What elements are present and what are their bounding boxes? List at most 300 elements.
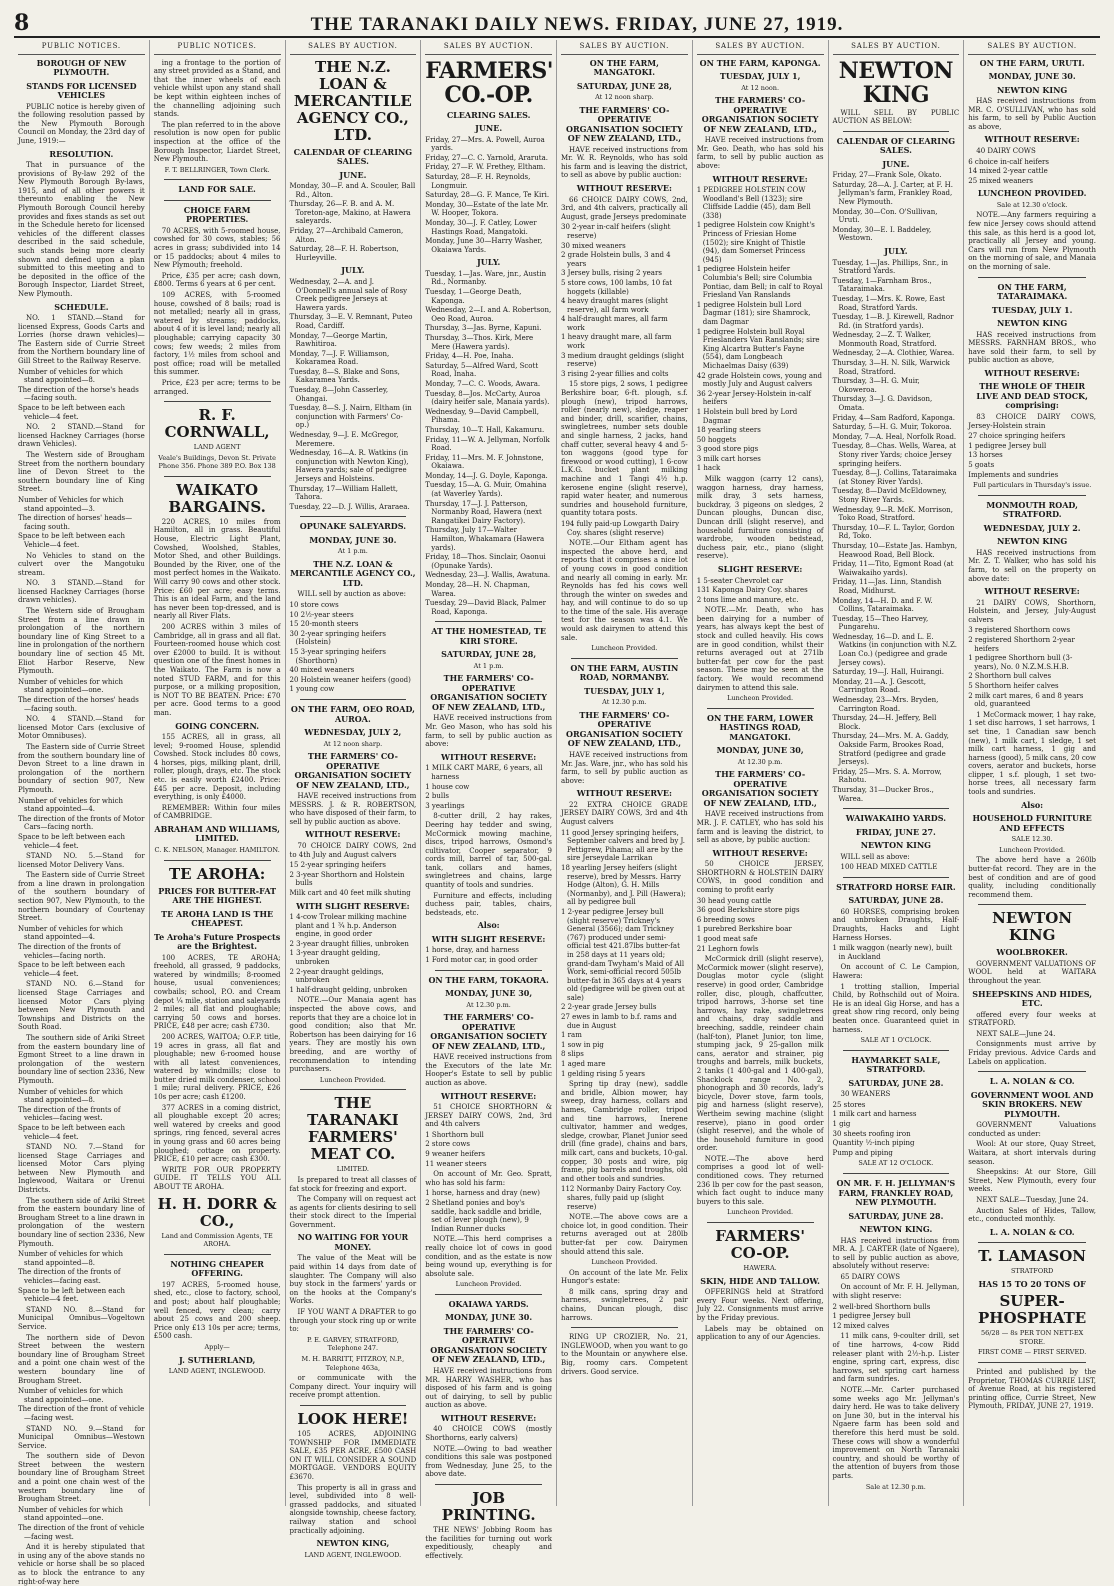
paragraph: HAS received instructions from Mr. Z. T. Walker, who has sold his farm, to sell on the property on above date: xyxy=(968,548,1096,583)
section-heading: WITH SLIGHT RESERVE: xyxy=(296,900,410,911)
section-heading: HAYMARKET SALE, STRATFORD. xyxy=(851,1054,941,1075)
list-item: Tuesday, 1—B. J. Kirewell, Radnor Rd. (in Stratford yards). xyxy=(832,313,954,330)
subline: Luncheon Provided. xyxy=(727,1208,794,1217)
list-item: The direction of horses' heads—facing south. xyxy=(18,514,133,531)
paragraph: Price, £35 per acre; cash down, £800. Terms 6 years at 6 per cent. xyxy=(153,271,281,289)
list-item: Monday, 7—C. C. Woods, Awara. xyxy=(425,379,541,388)
subline: F. T. BELLRINGER, Town Clerk. xyxy=(164,165,270,174)
list-item: 2 store cows xyxy=(425,1140,470,1149)
list-item: Space to be left between each Vehicle—4 feet. xyxy=(18,532,126,549)
list-item: 5 goats xyxy=(968,460,995,469)
paragraph: Wool: At our store, Quay Street, Waitara, at short intervals during season. xyxy=(968,1140,1096,1166)
section-heading: ON THE FARM, TATARAIMAKA. xyxy=(996,281,1068,302)
paragraph: 40 CHOICE COWS (mostly Shorthorns, early calvers) xyxy=(425,1425,552,1443)
paragraph: 50 CHOICE JERSEY, SHORTHORN & HOLSTEIN DAIRY COWS, in good condition and coming to profit early xyxy=(696,860,824,895)
list-item: Tuesday, 29—David Black, Palmer Road, Kaponga. xyxy=(425,599,546,616)
section-heading: SUPER-PHOSPHATE xyxy=(978,1292,1087,1328)
section-heading: THE FARMERS' CO-OPERATIVE ORGANISATION SOCIETY OF NEW ZEALAND, LTD., xyxy=(566,104,683,144)
newspaper-title: THE TARANAKI DAILY NEWS. FRIDAY, JUNE 27, 1919. xyxy=(310,14,844,35)
subline: Luncheon Provided. xyxy=(455,1280,522,1289)
subline: Luncheon Provided. xyxy=(591,1258,658,1267)
paragraph: NOTE.—Any farmers requiring a few nice Jersey cows should attend this sale, as this herd is a good lot, practically all Jersey and young. Cars will run from New Plymouth on the morning of sale, and Manaia on the morning of sale. xyxy=(968,211,1096,271)
section-heading: JUNE. xyxy=(882,158,910,169)
list-item: Wednesday, 2—I. and A. Robertson, Oeo Road, Auroa. xyxy=(425,306,552,323)
section-heading: WITH SLIGHT RESERVE: xyxy=(431,933,546,944)
divider xyxy=(164,179,271,180)
paragraph: NOTE.—The above cows are a choice lot, in good condition. Their returns averaged out at 280lb butter-fat per cow. Dairymen should attend this sale. xyxy=(561,1213,688,1256)
paragraph: 100 ACRES, TE AROHA; freehold, all grassed, 9 paddocks, watered by windmills; 8-roomed house, usual conveniences; cowbails; school, P.O. and Cream depot ¼ mile, station and saleyards 2 miles; all flat and ploughable; carrying 50 cows and horses. PRICE, £48 per acre; cash £730. xyxy=(153,953,281,1031)
list-item: Wednesday, 16—D. and L. E. Watkins (in conjunction with N.Z. Loan Co.) (pedigree and grade Jersey cows). xyxy=(832,632,957,667)
section-heading: CALENDAR OF CLEARING SALES. xyxy=(836,135,956,156)
list-item: 1 MILK CART MARE, 6 years, all harness xyxy=(425,764,543,781)
subline: 56/28 — 8s PER TON NETT-EX STORE. xyxy=(980,1329,1084,1346)
list-item: Friday, 11—Tito, Egmont Road (at Waiwakaiho yards). xyxy=(832,560,954,577)
section-heading: NEWTON KING xyxy=(996,318,1068,329)
paragraph: NO. 3 STAND.—Stand for licensed Hackney Carriages (horse drawn vehicles). xyxy=(18,579,145,605)
paragraph: WRITE FOR OUR PROPERTY GUIDE. IT TELLS YOU ALL ABOUT TE AROHA. xyxy=(153,1165,281,1191)
divider xyxy=(843,808,950,809)
subline: Land and Commission Agents, TE AROHA. xyxy=(161,1231,273,1249)
paragraph: STAND NO. 9.—Stand for Municipal Omnibus—Westown Service. xyxy=(18,1424,145,1450)
list-item: Monday, 30—Con. O'Sullivan, Uruti. xyxy=(832,207,938,225)
list-item: Thursday, 3—H. N. Silk, Warwick Road, Stratford. xyxy=(832,359,950,376)
list-item: Tuesday, 15—A. G. Muir, Omahina (at Waverley Yards). xyxy=(425,481,547,499)
list-item: Thursday, 3—Jas. Byrne, Kapuni. xyxy=(425,324,542,333)
paragraph: PUBLIC notice is hereby given of the following resolution passed by the New Plymouth Borough Council on Monday, the 23rd day of June, 1919:— xyxy=(18,102,145,145)
section-heading: ON THE FARM, OEO ROAD, AUROA. xyxy=(290,704,415,724)
section-heading: R. F. CORNWALL, xyxy=(164,406,270,442)
section-heading: SATURDAY, JUNE 28. xyxy=(848,895,944,906)
divider xyxy=(300,1405,407,1406)
list-item: Friday, 27—Mrs. A. Powell, Auroa yards. xyxy=(425,135,545,153)
list-item: 1 milk waggon (nearly new), built in Auckland xyxy=(832,944,953,961)
section-heading: TUESDAY, JULY 1, xyxy=(584,685,665,696)
list-item: 3 medium draught geldings (slight reserve) xyxy=(561,351,685,369)
list-item: 1 sow in pig xyxy=(561,1040,604,1049)
divider xyxy=(435,970,542,971)
list-item: Wednesday, 2—A. Clothier, Warea. xyxy=(832,349,955,358)
section-heading: NEWTON KING. xyxy=(859,1224,933,1234)
list-item: 25 mixed weaners xyxy=(968,176,1033,185)
paragraph: The Western side of Brougham Street from the northern boundary line of Devon Street to the southern boundary line of King Street. xyxy=(18,450,145,494)
list-item: Thursday, 17—William Hallett, Tahora. xyxy=(289,484,398,502)
section-heading: MONDAY, JUNE 30. xyxy=(988,71,1076,82)
paragraph: offered every four weeks at STRATFORD. xyxy=(968,1010,1096,1028)
paragraph: Printed and published by the Proprietor, THOMAS CURRIE LIST, of Avenue Road, at his registered printing office, Currie Street, New Plymouth, FRIDAY, JUNE 27, 1919. xyxy=(968,1368,1096,1411)
section-heading: THE FARMERS' CO-OPERATIVE ORGANISATION SOCIETY OF NEW ZEALAND, LTD., xyxy=(430,1325,547,1365)
list-item: Thursday, 24—Mrs. M. A. Gaddy, Oakside Farm, Brookes Road, Stratford (pedigree and grade Jerseys). xyxy=(832,732,949,767)
paragraph: The Eastern side of Currie Street from a line drawn in prolongation of the southern boundary of section 907, New Plymouth, to the northern boundary of Courtenay Street. xyxy=(18,871,145,923)
paragraph: On account of Mr. Geo. Spratt, who has sold his farm: xyxy=(425,1170,552,1187)
column-5 xyxy=(557,40,693,1506)
divider xyxy=(164,860,271,861)
section-heading: CHOICE FARM PROPERTIES. xyxy=(183,204,251,225)
divider xyxy=(707,708,814,709)
section-heading: MONMOUTH ROAD, STRATFORD. xyxy=(986,499,1078,520)
list-item: Number of vehicles for which stand appointed—one. xyxy=(18,1505,124,1523)
section-heading: WITHOUT RESERVE: xyxy=(305,829,401,840)
section-heading: SKIN, HIDE AND TALLOW. xyxy=(700,1275,820,1286)
list-item: 10 2½-year steers xyxy=(289,610,354,619)
list-item: Space to be left between each vehicle—4 feet. xyxy=(18,832,126,850)
section-heading: TE AROHA LAND IS THE CHEAPEST. xyxy=(161,908,274,929)
list-item: 1 pedigree Holstein bull Royal Frieslanders Van Ranslands; sire King Alcartra Butter's Fayne (554), dam Longbeach Michaelmas Daisy (639) xyxy=(696,327,820,370)
paragraph: 66 CHOICE DAIRY COWS, 2nd, 3rd, and 4th calvers, practically all August, grade Jerseys predominate xyxy=(561,195,688,221)
list-item: Monday, June 30—Harry Washer, Okaiawa Yards. xyxy=(425,237,543,254)
subline: C. K. NELSON, Manager. HAMILTON. xyxy=(154,845,280,854)
page-number: 8 xyxy=(14,10,30,36)
paragraph: or communicate with the Company direct. Your inquiry will receive prompt attention. xyxy=(289,1374,417,1400)
list-item: 1 pedigree Shorthorn bull (3-years), No. 0 N.Z.M.S.H.B. xyxy=(968,654,1073,671)
list-item: Wednesday, 2—Z. T. Walker, Monmouth Road, Stratford. xyxy=(832,331,937,348)
paragraph: The northern side of Devon Street between the western boundary line of Brougham Street and a point one chain west of the western boundary line of Brougham Street. xyxy=(18,1333,145,1385)
section-heading: RESOLUTION. xyxy=(49,148,114,159)
list-item: Monday, 21—A. J. Gescott, Carrington Road. xyxy=(832,677,926,695)
list-item: 3 Jersey bulls, rising 2 years xyxy=(561,269,662,278)
list-item: 1 ram xyxy=(561,1031,582,1040)
paragraph: REMEMBER: Within four miles of CAMBRIDGE. xyxy=(153,803,281,821)
section-heading: SLIGHT RESERVE: xyxy=(717,564,803,574)
paragraph: NOTE.—Mr. Death, who has been dairying for a number of years, has always kept the best of stock and culled heavily. His cows are in good condition, whilst their returns averaged out at 271lb butter-fat per cow for the past season. These may be seen at the factory. We would recommend dairymen to attend this sale. xyxy=(696,606,824,692)
list-item: Thursday, 26—F. B. and A. M. Toreton-age, Makino, at Hawera saleyards. xyxy=(289,200,411,226)
list-item: Wednesday, 9—R. McK. Morrison, Toko Road, Stratford. xyxy=(832,505,953,523)
paragraph: HAVE received instructions from MR. J. F. CATLEY, who has sold his farm and is leaving the district, to sell as above, by public auction: xyxy=(696,810,824,845)
section-heading: JUNE. xyxy=(475,123,503,134)
paragraph: Milk waggon (carry 12 cans), waggon harness, dray harness, milk dray, 3 sets harness, buckdray, 3 pigeons on sledges, 2 Duncan ploughs, Duncan disc, Duncan drill (slight reserve), and household furniture consisting of wardrobe, wooden bedstead, duchess pair, etc., piano (slight reserve). xyxy=(696,475,824,561)
list-item: Thursday, 31—Ducker Bros., Warea. xyxy=(832,785,934,803)
list-item: Thursday, 3—J. G. Davidson, Omata. xyxy=(832,395,933,413)
paragraph: GOVERNMENT VALUATIONS OF WOOL held at WAITARA throughout the year. xyxy=(968,959,1096,985)
list-item: 3 registered Shorthorn cows xyxy=(968,626,1071,635)
divider xyxy=(843,131,950,132)
list-item: Saturday, 28—A. J. Carter, at F. H. Jellyman's farm, Frankley Road, New Plymouth. xyxy=(832,180,954,207)
column-4 xyxy=(421,40,557,1560)
section-heading: FRIDAY, JUNE 27. xyxy=(855,826,936,837)
subline: At 1 p.m. xyxy=(337,547,368,556)
list-item: Wednesday, 9—J. E. McGregor, Meremere. xyxy=(289,431,399,448)
divider xyxy=(300,1089,407,1090)
paragraph: 1 trotting stallion, Imperial Child, by Rothschild out of Moira. He is an ideal Gig Horse, and has a great show ring record, only being beaten once. Guaranteed quiet in harness. xyxy=(832,982,960,1034)
subline: At 12.30 p.m. xyxy=(466,1000,511,1009)
list-item: Tuesday, 8—S. J. Nairn, Eltham (in conjunction with Farmers' Co-op.) xyxy=(289,404,412,430)
list-item: 1 good meat safe xyxy=(696,935,758,944)
paragraph: NOTE.—Our Eltham agent has inspected the above herd, and reports that it comprises a nice lot of young cows in good condition and nearly all coming in early. Mr. Reynolds has fed his cows well through the winter on swedes and hay, and will continue to do so up to the time of the sale. His average test for the season was 4.1. We would ask dairymen to attend this sale. xyxy=(561,539,688,642)
paragraph: 21 DAIRY COWS, Shorthorn, Holstein, and Jersey, July-August calvers xyxy=(968,598,1096,624)
section-heading: GOING CONCERN. xyxy=(175,720,260,731)
section-heading: THE FARMERS' CO-OPERATIVE ORGANISATION SOCIETY OF NEW ZEALAND, LTD., xyxy=(701,769,819,808)
column-8 xyxy=(964,40,1100,1506)
section-heading: JULY. xyxy=(341,265,365,276)
subline: Sale at 12.30 o'clock. xyxy=(996,200,1068,209)
section-heading: SHEEPSKINS AND HIDES, ETC. xyxy=(972,988,1092,1009)
section-heading: TUESDAY, JULY 1. xyxy=(991,304,1073,315)
section-heading: Also: xyxy=(477,920,500,931)
paragraph: GOVERNMENT Valuations conducted as under: xyxy=(968,1121,1096,1138)
section-heading: NEWTON KING xyxy=(996,536,1068,547)
section-heading: OKAIAWA YARDS. xyxy=(448,1298,529,1309)
list-item: Monday, 30—Estate of the late Mr. W. Hooper, Tokora. xyxy=(425,200,549,218)
paragraph: 83 CHOICE DAIRY COWS, Jersey-Holstein strain xyxy=(968,412,1096,430)
list-item: Tuesday, 15—Theo Harvey, Pungarehu. xyxy=(832,614,929,632)
list-item: 1 Holstein bull bred by Lord Dagmar xyxy=(696,407,798,425)
list-item: 2 bulls xyxy=(425,792,449,801)
paragraph: That in pursuance of the provisions of By-law 292 of the New Plymouth Borough By-laws, 1915, and of all other powers it thereunto enabling the New Plymouth Borough Council hereby provides and fixes stands as set out in the Schedule hereto for licensed vehicles of the different classes described in the said schedule, such stands being more clearly shown and defined upon a plan submitted to this meeting and to be deposited in the office of the Borough Inspector, Liardet Street, New Plymouth. xyxy=(18,161,145,298)
list-item: Friday, 18—Thos. Sinclair, Oaonui (Opunake Yards). xyxy=(425,553,546,570)
divider xyxy=(978,1362,1086,1363)
paragraph: NOTE.—Owing to bad weather conditions this sale was postponed from Wednesday, June 25, to the above date. xyxy=(425,1444,552,1479)
paragraph: The southern side of Devon Street between the western boundary line of Brougham Street and a point one chain west of the western boundary line of Brougham Street. xyxy=(18,1452,145,1504)
list-item: 2 registered Shorthorn 2-year heifers xyxy=(968,635,1075,653)
section-heading: NEWTON KING xyxy=(838,57,953,108)
section-heading: WEDNESDAY, JULY 2, xyxy=(304,727,402,737)
list-item: Wednesday, 23—J. Wallis, Awatuna. xyxy=(425,571,551,580)
list-item: 30 2-year springing heifers (Holstein) xyxy=(289,629,386,647)
list-item: The direction of the horse's heads—facing south. xyxy=(18,385,139,403)
list-item: Implements and sundries xyxy=(968,470,1059,479)
subline: SALE AT 12 O'CLOCK. xyxy=(858,1159,934,1168)
list-item: 15 3-year springing heifers (Shorthorn) xyxy=(289,648,386,665)
column-header: SALES BY AUCTION. xyxy=(697,40,824,55)
list-item: 1 aged mare xyxy=(561,1060,606,1069)
paragraph: 200 ACRES within 3 miles of Cambridge, all in grass and all flat. Fourteen-roomed house which cost over £2000 to build. It is without question one of the finest homes in the Waikato. The Farm is now a noted STUD FARM, and for this purpose, or a milking proposition, is NOT TO BE BEATEN. Price: £70 per acre. Good terms to a good man. xyxy=(153,623,281,717)
paragraph: WILL SELL BY PUBLIC AUCTION AS BELOW: xyxy=(832,108,960,126)
paragraph: 377 ACRES in a coming district, all ploughable except 20 acres; well watered by creeks and good springs, ring fenced, several acres in young grass and 60 acres being ploughed; cottage on property. PRICE, £10 per acre; cash £300. xyxy=(153,1103,281,1164)
list-item: 1 hack xyxy=(696,464,721,473)
list-item: 1 pedigree Holstein cow Knight's Princess of Friesian Home (1502); sire Knight of Thistle (94), dam Somerset Princess (945) xyxy=(696,221,815,264)
list-item: 2 well-bred Shorthorn bulls xyxy=(832,1302,931,1311)
list-item: 1 horse, harness and dray (new) xyxy=(425,1189,540,1198)
column-1 xyxy=(14,40,150,1586)
list-item: 1 milk cart and harness xyxy=(832,1110,917,1119)
list-item: 1 half-draught gelding, unbroken xyxy=(289,985,408,994)
list-item: Tuesday, 8—Jos. McCarty, Auroa (dairy heifer sale, Manaia yards). xyxy=(425,389,550,407)
subline: Sale at 12.30 p.m. xyxy=(865,1482,926,1491)
paragraph: 70 ACRES, with 5-roomed house, cowshed for 30 cows, stables; 56 acres in grass; subdivided into 14 or 15 paddocks; about 4 miles to New Plymouth; freehold. xyxy=(153,226,281,270)
list-item: 36 good Berkshire store pigs xyxy=(696,906,800,915)
divider xyxy=(707,1222,814,1223)
list-item: Tuesday, 8—John Casserley, Ohangai. xyxy=(289,386,389,403)
list-item: 15 20-month steers xyxy=(289,620,359,629)
list-item: Monday, 30—J. F. Catley, Lower Hastings Road, Mangatoki. xyxy=(425,218,537,236)
list-item: 42 grade Holstein cows, young and mostly July and August calvers xyxy=(696,371,823,389)
section-heading: THE FARMERS' CO-OPERATIVE ORGANISATION SOCIETY OF NEW ZEALAND, LTD., xyxy=(430,1012,547,1051)
column-header: SALES BY AUCTION. xyxy=(968,40,1096,55)
section-heading: CALENDAR OF CLEARING SALES. xyxy=(293,146,413,167)
list-item: 36 2-year Jersey-Holstein in-calf heifers xyxy=(696,389,812,407)
paragraph: STAND NO. 6.—Stand for licensed Stage Carriages and licensed Motor Cars plying between New Plymouth and Townships and Districts on the South Road. xyxy=(18,980,145,1032)
list-item: 1 horse, dray, and harness xyxy=(425,946,519,955)
paragraph: NEXT SALE—Tuesday, June 24. xyxy=(976,1195,1089,1204)
paragraph: 51 CHOICE SHORTHORN & JERSEY DAIRY COWS, 2nd, 3rd and 4th calvers xyxy=(425,1103,552,1129)
section-heading: CLEARING SALES. xyxy=(446,109,531,120)
list-item: 30 sheets roofing iron xyxy=(832,1129,911,1138)
section-heading: WITHOUT RESERVE: xyxy=(712,173,808,184)
divider xyxy=(571,658,678,659)
section-heading: STANDS FOR LICENSED VEHICLES xyxy=(26,80,137,101)
section-heading: FARMERS' CO-OP. xyxy=(715,1227,806,1263)
paragraph: NOTE.—This herd comprises a really choice lot of cows in good condition, and as the estate is now being wound up, everything is for absolute sale. xyxy=(425,1235,552,1278)
section-heading: T. LAMASON xyxy=(978,1247,1086,1266)
paragraph: Spring tip dray (new), saddle and bridle, Albion mower, hay sweep, dray harness, collars and hames, Cambridge roller, tripod and tine harrows, Inerene cultivator, hammer and wedges, sledge, crowbar, Planet Junior seed drill (fine grade), chains and bars, milk cart, cans and buckets, 10-gal. copper, 30 posts and wire, pig frame, pig barrels and troughs, old and other tools and sundries. xyxy=(561,1080,688,1183)
section-heading: THE WHOLE OF THEIR LIVE AND DEAD STOCK, comprising: xyxy=(976,381,1088,411)
section-heading: TUESDAY, JULY 1, xyxy=(719,71,801,82)
section-heading: TE AROHA: xyxy=(168,864,266,883)
paragraph: Labels may be obtained on application to any of our Agencies. xyxy=(696,1324,824,1342)
paragraph: NOTE.—The above herd comprises a good lot of well-conditioned cows. They returned 236 lb per cow for the past season, which fact ought to induce many buyers to this sale. xyxy=(696,1154,824,1206)
list-item: The direction of the front of vehicle—facing west. xyxy=(18,1405,145,1422)
section-heading: WITHOUT RESERVE: xyxy=(576,183,672,194)
section-heading: WITHOUT RESERVE: xyxy=(712,847,808,858)
list-item: 12 mixed calves xyxy=(832,1321,890,1330)
list-item: Friday, 25—Mrs. S. A. Morrow, Rahotu. xyxy=(832,767,942,785)
list-item: Thursday, 10—Estate Jas. Hambyn, Heawood Road, Bell Block. xyxy=(832,541,958,559)
masthead xyxy=(14,10,1100,38)
list-item: Number of vehicles for which stand appointed—4. xyxy=(18,924,124,942)
subline: HAWERA. xyxy=(743,1264,777,1273)
list-item: 194 fully paid-up Lowgarth Dairy Coy. shares (slight reserve) xyxy=(561,519,680,537)
list-item: 3 rising 2-year fillies and colts xyxy=(561,369,669,378)
list-item: 1 2-year pedigree Jersey bull (slight reserve) Trickney's General (3566); dam Trickney (767) produced under semi-official test 421.87lbs butter-fat in 258 days at 11 years old; grand-dam Twyham's Maid of All Work, semi-official record 505lb butter-fat in 365 days at 4 years old (pedigree will be given out at sale) xyxy=(561,907,685,1002)
list-item: Wednesday, 23—Mrs. Bryden, Carrington Road. xyxy=(832,696,939,713)
list-item: Number of Vehicles for which stand appointed—3. xyxy=(18,495,124,513)
list-item: 8 slips xyxy=(561,1050,584,1059)
list-item: 30 head young cattle xyxy=(696,896,772,905)
section-heading: WEDNESDAY, JULY 2. xyxy=(983,522,1081,533)
list-item: 2 3-year Shorthorn and Holstein bulls xyxy=(289,870,405,888)
paragraph: 8-cutter drill, 2 hay rakes, Deering hay tedder and swing, McCormick mowing machine, discs, tripod harrows, Osmond's cultivator, Cooper separator, 9 cords mill, barrel of tar, 500-gal. tank, collars and hames, swingletrees and chains, large quantity of tools and sundries. xyxy=(425,812,552,890)
section-heading: PRICES FOR BUTTER-FAT ARE THE HIGHEST. xyxy=(158,885,277,906)
divider xyxy=(164,476,271,477)
section-heading: SATURDAY, JUNE 28. xyxy=(848,1210,944,1221)
list-item: 4 half-draught mares, all farm work xyxy=(561,315,668,332)
section-heading: L. A. NOLAN & CO. xyxy=(989,1226,1075,1237)
subline: LIMITED. xyxy=(336,1165,369,1174)
section-heading: Te Aroha's Future Prospects are the Brightest. xyxy=(154,931,281,952)
paragraph: 65 DAIRY COWS xyxy=(840,1272,901,1281)
section-heading: THE N.Z. LOAN & MERCANTILE AGENCY CO., LTD. xyxy=(293,57,412,144)
paragraph: 60 HORSES, comprising broken and unbroken Draughts, Half-Draughts, Hacks and Light Harness Horses. xyxy=(832,907,960,942)
section-heading: MONDAY, JUNE 30. xyxy=(445,1312,533,1323)
paragraph: STAND NO. 7.—Stand for licensed Stage Carriages and licensed Motor Cars plying between New Plymouth and Inglewood, Waitara or Urenui Districts. xyxy=(18,1143,145,1195)
list-item: 2 3-year draught fillies, unbroken xyxy=(289,939,409,948)
subline: LAND AGENT xyxy=(193,443,241,452)
paragraph: NOTE.—Mr. Carter purchased some weeks ago Mr. Jellyman's dairy herd. He was to take delivery on June 30, but in the interval his Ngaere farm has been sold and therefore this herd must be sold. These cows will show a wonderful improvement on North Taranaki country, and should be worthy of the attention of buyers from those parts. xyxy=(832,1386,960,1480)
list-item: Friday, 4—H. Poe, Inaha. xyxy=(425,352,514,361)
subline: At 12 noon sharp. xyxy=(323,739,383,748)
list-item: 6 breeding sows xyxy=(696,915,755,924)
paragraph: HAVE received instructions from Mr. Geo Mason, who has sold his farm, to sell by public auction as above: xyxy=(425,714,552,749)
paragraph: NO. 4 STAND.—Stand for licensed Motor Cars (exclusive of Motor Omnibuses). xyxy=(18,715,145,741)
section-heading: SATURDAY, JUNE 28, xyxy=(441,649,537,660)
divider xyxy=(978,495,1086,496)
column-header: PUBLIC NOTICES. xyxy=(18,40,145,55)
list-item: 1 pedigree Holstein bull Lord Dagmar (181); sire Shamrock, dam Dagmar xyxy=(696,300,811,326)
section-heading: NEWTON KING xyxy=(996,84,1068,95)
column-3 xyxy=(286,40,422,1559)
list-item: 1 Ford motor car, in good order xyxy=(425,956,538,965)
section-heading: WAIWAKAIHO YARDS. xyxy=(845,813,946,824)
divider xyxy=(571,1327,678,1328)
paragraph: HAVE received instructions from MESSRS. J. & R. ROBERTSON, who have disposed of their farm, to sell by public auction as above. xyxy=(289,792,417,826)
section-heading: JULY. xyxy=(884,246,908,257)
list-item: 1 heavy draught mare, all farm work xyxy=(561,333,672,351)
section-heading: NO WAITING FOR YOUR MONEY. xyxy=(297,1232,409,1252)
section-heading: STRATFORD HORSE FAIR. xyxy=(836,881,956,892)
list-item: 1 gig xyxy=(832,1120,851,1129)
paragraph: WILL sell by auction as above: xyxy=(297,590,406,599)
section-heading: ON THE FARM, AUSTIN ROAD, NORMANBY. xyxy=(570,662,679,683)
paragraph: IF YOU WANT A DRAFTER to go through your stock ring up or write to: xyxy=(289,1308,417,1334)
list-item: Friday, 4—Sam Radford, Kaponga. xyxy=(832,413,956,422)
list-item: Number of vehicles for which stand appointed—one. xyxy=(18,677,124,695)
paragraph: 100 HEAD MIXED CATTLE xyxy=(840,863,938,872)
paragraph: STAND NO. 8.—Stand for Municipal Omnibus—Vogeltown Service. xyxy=(18,1305,145,1331)
list-item: 2 grade Holstein bulls, 3 and 4 years xyxy=(561,251,671,268)
column-header: SALES BY AUCTION. xyxy=(290,40,417,55)
subline: Apply— xyxy=(204,1342,230,1351)
list-item: 1 house cow xyxy=(425,782,470,791)
list-item: Thursday, 24—H. Jeffery, Bell Block. xyxy=(832,714,937,731)
paragraph: 220 ACRES, 10 miles from Hamilton, all in grass. Beautiful House, Electric Light Plant, Cowshed, Woolshed, Stables, Motor Shed, and other Buildings. Bounded by the River, one of the most perfect homes in the Waikato. Will carry 90 cows and other stock. Price: £60 per acre; easy terms. This is an ideal Farm, and the land has never been top-dressed, and is nearly all River Flats. xyxy=(153,517,281,621)
list-item: Monday, 7—A. Heal, Norfolk Road. xyxy=(832,432,957,441)
paragraph: NEXT SALE—June 24. xyxy=(976,1029,1056,1038)
list-item: Friday, 27—C. C. Yarnold, Araruta. xyxy=(425,153,548,162)
subline: STRATFORD xyxy=(1010,1267,1054,1276)
paragraph: 8 milk cans, spring dray and harness, swingletrees, 2 pair chains, Duncan plough, disc harrows. xyxy=(561,1287,688,1322)
list-item: 9 weaner heifers xyxy=(425,1150,486,1159)
section-heading: WITHOUT RESERVE: xyxy=(441,1412,537,1423)
list-item: 1 pedigree Jersey bull xyxy=(968,441,1047,450)
divider xyxy=(164,1254,271,1255)
paragraph: HAS received instructions from MR. C. O'SULLIVAN, who has sold his farm, to sell by Public Auction as above, xyxy=(968,97,1096,131)
subline: Luncheon Provided. xyxy=(999,845,1066,854)
section-heading: MONDAY, JUNE 30, xyxy=(445,988,533,999)
paragraph: The Eastern side of Currie Street from the southern boundary line of Devon Street to a line drawn in prolongation of the northern boundary of section 907, New Plymouth. xyxy=(18,742,145,794)
list-item: Monday, 7—J. F. Williamson, Kokaramea Road. xyxy=(289,349,390,367)
section-heading: FARMERS' CO.-OP. xyxy=(425,57,553,108)
subline: Luncheon Provided. xyxy=(319,1075,386,1084)
subline: LAND AGENT, INGLEWOOD. xyxy=(304,1550,402,1559)
column-7 xyxy=(829,40,965,1506)
list-item: 1 PEDIGREE HOLSTEIN COW Woodland's Bell (1323); sire Cliffside Laddie (45), dam Bell (338) xyxy=(696,186,811,220)
list-item: Friday, 27—F. W. Frethey, Eltham. xyxy=(425,163,546,172)
subline: LAND AGENT, INGLEWOOD. xyxy=(168,1367,266,1376)
section-heading: THE N.Z. LOAN & MERCANTILE AGENCY CO., LTD. xyxy=(290,558,416,588)
subline: FIRST COME — FIRST SERVED. xyxy=(977,1348,1087,1357)
paragraph: On account of the late Mr. Felix Hungor's estate: xyxy=(561,1268,688,1286)
divider xyxy=(300,516,407,517)
section-heading: L. A. NOLAN & CO. xyxy=(989,1076,1075,1087)
list-item: Monday, 30—E. I. Baddeley, Westown. xyxy=(832,225,932,243)
paragraph: HAVE received instructions from Mr. Geo. Death, who has sold his farm, to sell by public auction as above: xyxy=(696,136,824,170)
subline: At 12 noon sharp. xyxy=(595,93,654,102)
list-item: Thursday, 10—T. Hall, Kakamuru. xyxy=(425,425,545,434)
section-heading: ON THE FARM, MANGATOKI. xyxy=(589,57,659,78)
list-item: 2 2-year grade Jersey bulls xyxy=(561,1003,657,1012)
paragraph: OFFERINGS held at Stratford every Four weeks. Next offering, July 22. Consignments must arrive by the Friday previous. xyxy=(696,1288,824,1322)
paragraph: Auction Sales of Hides, Tallow, etc., conducted monthly. xyxy=(968,1206,1096,1224)
column-header: SALES BY AUCTION. xyxy=(833,40,960,55)
section-heading: SCHEDULE. xyxy=(54,301,109,312)
list-item: Thursday, 3—H. G. Muir, Okoweroa. xyxy=(832,377,920,394)
list-item: Thursday, 3—E. V. Remnant, Puteo Road, Cardiff. xyxy=(289,313,413,330)
list-item: 27 ewes in lamb to b.f. rams and due in August xyxy=(561,1013,677,1030)
section-heading: ON THE FARM, TOKAORA. xyxy=(428,974,549,985)
section-heading: NEWTON KING xyxy=(992,909,1073,945)
section-heading: HAS 15 TO 20 TONS OF xyxy=(978,1278,1086,1289)
paragraph: 70 CHOICE DAIRY COWS, 2nd to 4th July and August calvers xyxy=(289,841,417,859)
list-item: 18 yearling steers xyxy=(696,426,761,435)
